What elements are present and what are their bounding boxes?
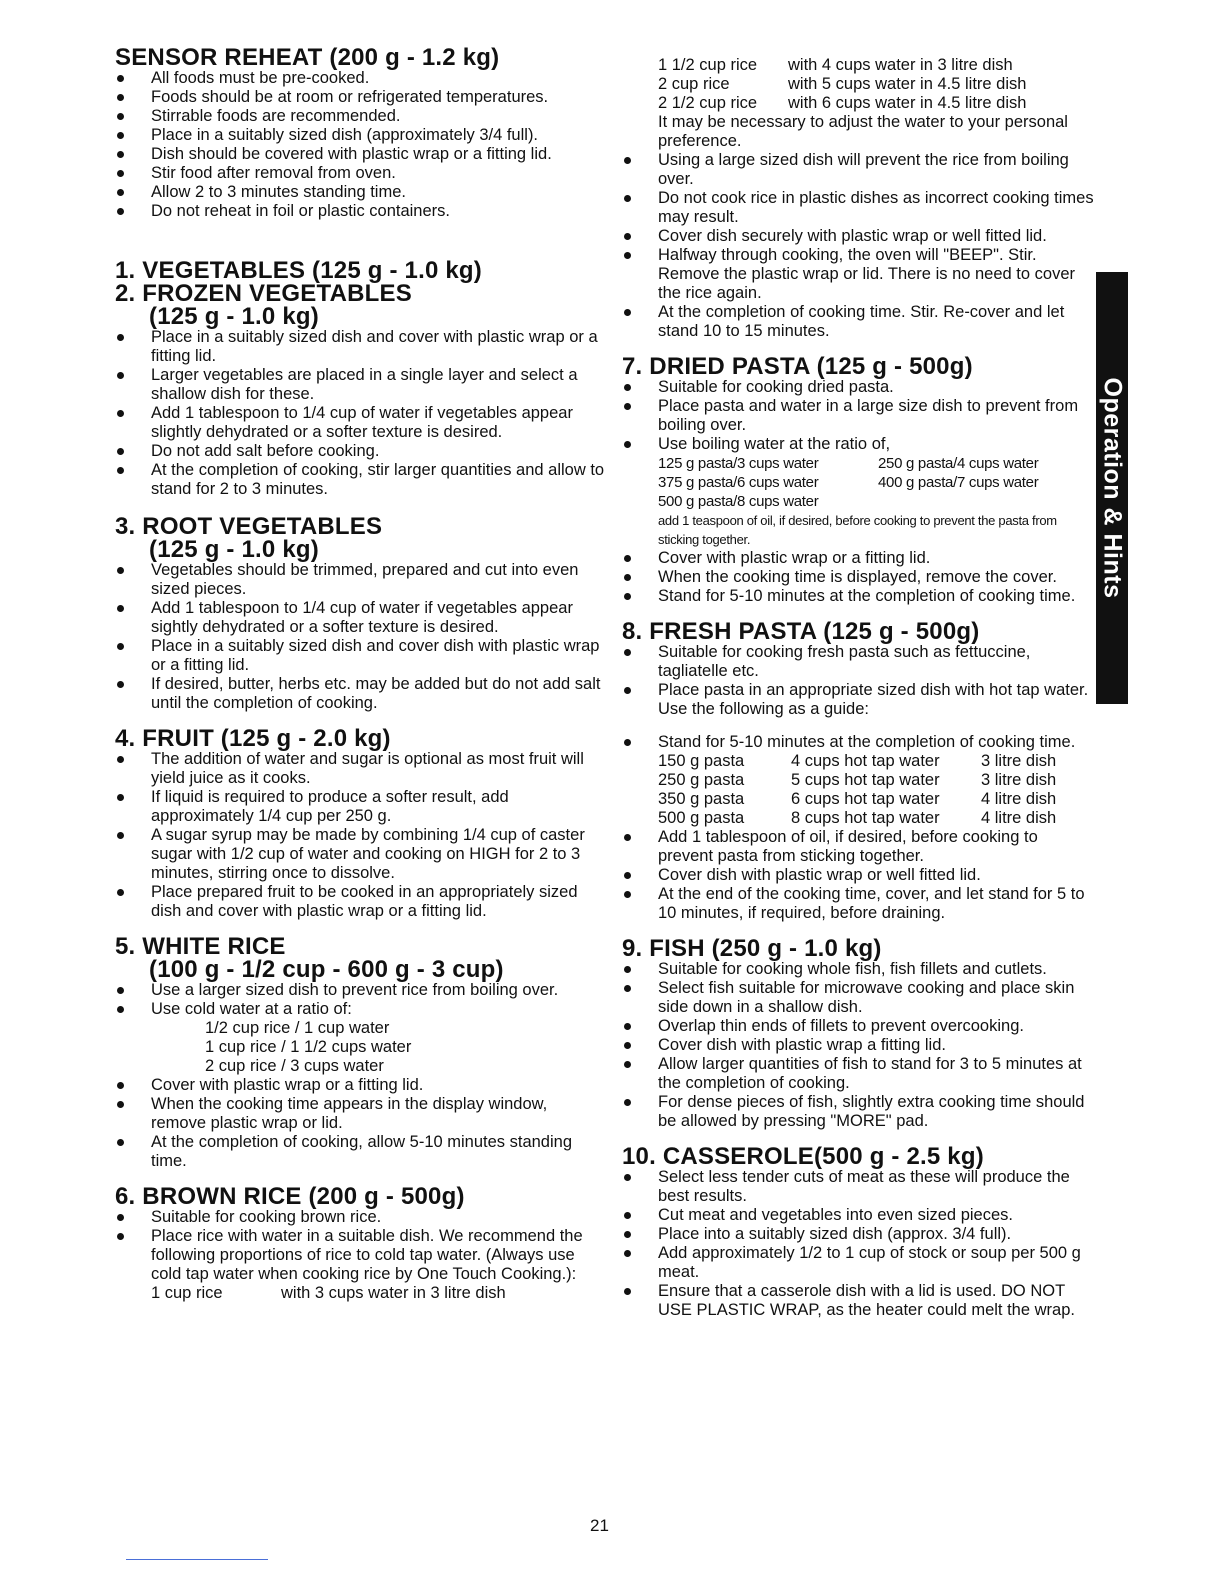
section-subtitle: (125 g - 1.0 kg) — [149, 536, 319, 563]
section-title: 2. FROZEN VEGETABLES — [115, 280, 412, 307]
list-item: Vegetables should be trimmed, prepared and cut into even sized pieces. — [115, 561, 605, 599]
list-item: Place rice with water in a suitable dish. We recommend the following proportions of rice to cold tap water. (Always use cold tap water when cooking rice by One Touch Cooking.): — [115, 1227, 605, 1284]
list-item: Stand for 5-10 minutes at the completion of cooking time. — [622, 733, 1097, 752]
list-item: Place prepared fruit to be cooked in an appropriately sized dish and cover with plastic wrap or a fitting lid. — [115, 883, 605, 921]
water-amount: with 3 cups water in 3 litre dish — [281, 1284, 506, 1302]
rice-amount: 2 1/2 cup rice — [658, 94, 758, 112]
ratio-line: 1 cup rice / 1 1/2 cups water — [205, 1038, 412, 1056]
list-item: Place in a suitably sized dish (approximately 3/4 full). — [115, 126, 605, 145]
bullet-list — [622, 378, 1097, 454]
pasta-table-row — [622, 771, 1097, 790]
list-item: Add approximately 1/2 to 1 cup of stock or soup per 500 g meat. — [622, 1244, 1097, 1282]
section-title: 5. WHITE RICE — [115, 933, 286, 960]
pasta-ratio-row — [622, 492, 1097, 511]
list-item: Stir food after removal from oven. — [115, 164, 605, 183]
list-item: Place pasta and water in a large size dish to prevent from boiling over. — [622, 397, 1097, 435]
list-item: Place into a suitably sized dish (approx. 3/4 full). — [622, 1225, 1097, 1244]
section-root-vegetables — [115, 515, 605, 713]
section-title: 10. CASSEROLE(500 g - 2.5 kg) — [622, 1143, 984, 1170]
ratio-line: 1/2 cup rice / 1 cup water — [205, 1019, 390, 1037]
list-item: For dense pieces of fish, slightly extra cooking time should be allowed by pressing "MORE" pad. — [622, 1093, 1097, 1131]
water-amount: with 6 cups water in 4.5 litre dish — [788, 94, 1027, 112]
list-item: When the cooking time appears in the display window, remove plastic wrap or lid. — [115, 1095, 605, 1133]
list-item: Stirrable foods are recommended. — [115, 107, 605, 126]
dish-size: 4 litre dish — [981, 790, 1057, 808]
section-dried-pasta — [622, 355, 1097, 606]
pasta-amount: 350 g pasta — [658, 790, 745, 808]
list-item: At the end of the cooking time, cover, and let stand for 5 to 10 minutes, if required, before draining. — [622, 885, 1097, 923]
bullet-list — [115, 750, 605, 921]
water-amount: with 5 cups water in 4.5 litre dish — [788, 75, 1027, 93]
list-item: Suitable for cooking brown rice. — [115, 1208, 605, 1227]
water-amount: 5 cups hot tap water — [791, 771, 940, 789]
section-title: 1. VEGETABLES (125 g - 1.0 kg) — [115, 257, 482, 284]
list-item: Select fish suitable for microwave cooking and place skin side down in a shallow dish. — [622, 979, 1097, 1017]
list-item: Suitable for cooking whole fish, fish fillets and cutlets. — [622, 960, 1097, 979]
list-item: Place pasta in an appropriate sized dish with hot tap water. Use the following as a guide: — [622, 681, 1097, 719]
list-item: Cover dish securely with plastic wrap or well fitted lid. — [622, 227, 1097, 246]
list-item: Using a large sized dish will prevent the rice from boiling over. — [622, 151, 1097, 189]
list-item: Cover with plastic wrap or a fitting lid. — [115, 1076, 605, 1095]
list-item: A sugar syrup may be made by combining 1/4 cup of caster sugar with 1/2 cup of water and cooking on HIGH for 2 to 3 minutes, stirring once to dissolve. — [115, 826, 605, 883]
section-title: 8. FRESH PASTA (125 g - 500g) — [622, 618, 980, 645]
rice-ratio-row — [115, 1284, 605, 1303]
section-brown-rice-continued — [622, 56, 1097, 341]
list-item: Stand for 5-10 minutes at the completion of cooking time. — [622, 587, 1097, 606]
list-item: Do not cook rice in plastic dishes as incorrect cooking times may result. — [622, 189, 1097, 227]
list-item: Select less tender cuts of meat as these will produce the best results. — [622, 1168, 1097, 1206]
bullet-list — [622, 960, 1097, 1131]
rice-ratio-row — [622, 75, 1097, 94]
section-fruit — [115, 727, 605, 921]
pasta-ratio: 125 g pasta/3 cups water — [658, 455, 819, 472]
rice-amount: 1 cup rice — [151, 1284, 223, 1302]
footer-rule — [126, 1559, 268, 1560]
list-item: Use boiling water at the ratio of, — [622, 435, 1097, 454]
dish-size: 3 litre dish — [981, 771, 1057, 789]
list-item: Allow larger quantities of fish to stand for 3 to 5 minutes at the completion of cooking. — [622, 1055, 1097, 1093]
list-item: The addition of water and sugar is optional as most fruit will yield juice as it cooks. — [115, 750, 605, 788]
bullet-list — [622, 151, 1097, 341]
pasta-ratio: 400 g pasta/7 cups water — [878, 474, 1039, 491]
rice-ratio-row — [622, 56, 1097, 75]
dish-size: 4 litre dish — [981, 809, 1057, 827]
list-item: Ensure that a casserole dish with a lid is used. DO NOT USE PLASTIC WRAP, as the heater could melt the wrap. — [622, 1282, 1097, 1320]
section-side-tab — [1096, 272, 1128, 704]
section-title: SENSOR REHEAT (200 g - 1.2 kg) — [115, 44, 500, 71]
section-fish — [622, 937, 1097, 1131]
bullet-list — [115, 981, 605, 1019]
section-title: 6. BROWN RICE (200 g - 500g) — [115, 1183, 465, 1210]
ratio-line: 2 cup rice / 3 cups water — [205, 1057, 384, 1075]
pasta-ratio: 250 g pasta/4 cups water — [878, 455, 1039, 472]
water-amount: 8 cups hot tap water — [791, 809, 940, 827]
section-title: 3. ROOT VEGETABLES — [115, 513, 383, 540]
list-item: All foods must be pre-cooked. — [115, 69, 605, 88]
bullet-list — [115, 69, 605, 221]
rice-amount: 1 1/2 cup rice — [658, 56, 758, 74]
bullet-list — [115, 1076, 605, 1171]
list-item: Cover with plastic wrap or a fitting lid. — [622, 549, 1097, 568]
left-column — [115, 46, 605, 1303]
list-item: If liquid is required to produce a softer result, add approximately 1/4 cup per 250 g. — [115, 788, 605, 826]
rice-ratio-row — [622, 94, 1097, 113]
list-item: Cut meat and vegetables into even sized pieces. — [622, 1206, 1097, 1225]
section-subtitle: (125 g - 1.0 kg) — [149, 303, 319, 330]
pasta-amount: 150 g pasta — [658, 752, 745, 770]
list-item: Suitable for cooking fresh pasta such as fettuccine, tagliatelle etc. — [622, 643, 1097, 681]
section-sensor-reheat — [115, 46, 605, 221]
bullet-list — [115, 1208, 605, 1284]
list-item: When the cooking time is displayed, remove the cover. — [622, 568, 1097, 587]
list-item: Dish should be covered with plastic wrap or a fitting lid. — [115, 145, 605, 164]
section-white-rice — [115, 935, 605, 1171]
list-item: Add 1 tablespoon to 1/4 cup of water if vegetables appear sightly dehydrated or a softer texture is desired. — [115, 599, 605, 637]
list-item: Do not reheat in foil or plastic containers. — [115, 202, 605, 221]
section-brown-rice — [115, 1185, 605, 1303]
list-item: Larger vegetables are placed in a single layer and select a shallow dish for these. — [115, 366, 605, 404]
bullet-list — [622, 1168, 1097, 1320]
pasta-ratio: 500 g pasta/8 cups water — [658, 493, 819, 510]
list-item: Cover dish with plastic wrap a fitting lid. — [622, 1036, 1097, 1055]
section-title: 9. FISH (250 g - 1.0 kg) — [622, 935, 882, 962]
section-casserole — [622, 1145, 1097, 1320]
water-amount: 4 cups hot tap water — [791, 752, 940, 770]
bullet-list — [622, 549, 1097, 606]
water-amount: 6 cups hot tap water — [791, 790, 940, 808]
pasta-table-row — [622, 790, 1097, 809]
list-item: Add 1 tablespoon to 1/4 cup of water if vegetables appear slightly dehydrated or a softer texture is desired. — [115, 404, 605, 442]
list-item: Place in a suitably sized dish and cover dish with plastic wrap or a fitting lid. — [115, 637, 605, 675]
section-vegetables — [115, 259, 605, 499]
oil-note: add 1 teaspoon of oil, if desired, before cooking to prevent the pasta from sticking together. — [658, 513, 1057, 547]
bullet-list — [622, 828, 1097, 923]
bullet-list — [622, 643, 1097, 752]
bullet-list — [115, 561, 605, 713]
list-item: Suitable for cooking dried pasta. — [622, 378, 1097, 397]
pasta-table-row — [622, 809, 1097, 828]
list-item: Allow 2 to 3 minutes standing time. — [115, 183, 605, 202]
list-item: Use cold water at a ratio of: — [115, 1000, 605, 1019]
list-item: Foods should be at room or refrigerated temperatures. — [115, 88, 605, 107]
list-item: Use a larger sized dish to prevent rice from boiling over. — [115, 981, 605, 1000]
pasta-ratio-row — [622, 473, 1097, 492]
list-item: At the completion of cooking, stir larger quantities and allow to stand for 2 to 3 minutes. — [115, 461, 605, 499]
list-item: Halfway through cooking, the oven will "BEEP". Stir. Remove the plastic wrap or lid. There is no need to cover the rice again. — [622, 246, 1097, 303]
pasta-amount: 250 g pasta — [658, 771, 745, 789]
page-number: 21 — [590, 1516, 609, 1535]
list-item: Do not add salt before cooking. — [115, 442, 605, 461]
right-column — [622, 56, 1097, 1320]
list-item: Overlap thin ends of fillets to prevent overcooking. — [622, 1017, 1097, 1036]
list-item: If desired, butter, herbs etc. may be added but do not add salt until the completion of cooking. — [115, 675, 605, 713]
list-item: Cover dish with plastic wrap or well fitted lid. — [622, 866, 1097, 885]
list-item: Add 1 tablespoon of oil, if desired, before cooking to prevent pasta from sticking together. — [622, 828, 1097, 866]
list-item: Place in a suitably sized dish and cover with plastic wrap or a fitting lid. — [115, 328, 605, 366]
section-title: 4. FRUIT (125 g - 2.0 kg) — [115, 725, 391, 752]
pasta-ratio-row — [622, 454, 1097, 473]
pasta-amount: 500 g pasta — [658, 809, 745, 827]
list-item: At the completion of cooking, allow 5-10 minutes standing time. — [115, 1133, 605, 1171]
section-fresh-pasta — [622, 620, 1097, 923]
rice-amount: 2 cup rice — [658, 75, 730, 93]
water-amount: with 4 cups water in 3 litre dish — [788, 56, 1013, 74]
dish-size: 3 litre dish — [981, 752, 1057, 770]
bullet-list — [115, 328, 605, 499]
pasta-ratio: 375 g pasta/6 cups water — [658, 474, 819, 491]
note-text: It may be necessary to adjust the water to your personal preference. — [658, 113, 1068, 150]
section-subtitle: (100 g - 1/2 cup - 600 g - 3 cup) — [149, 956, 504, 983]
pasta-table-row — [622, 752, 1097, 771]
list-item: At the completion of cooking time. Stir. Re-cover and let stand 10 to 15 minutes. — [622, 303, 1097, 341]
section-title: 7. DRIED PASTA (125 g - 500g) — [622, 353, 973, 380]
side-tab-label: Operation & Hints — [1098, 377, 1127, 599]
